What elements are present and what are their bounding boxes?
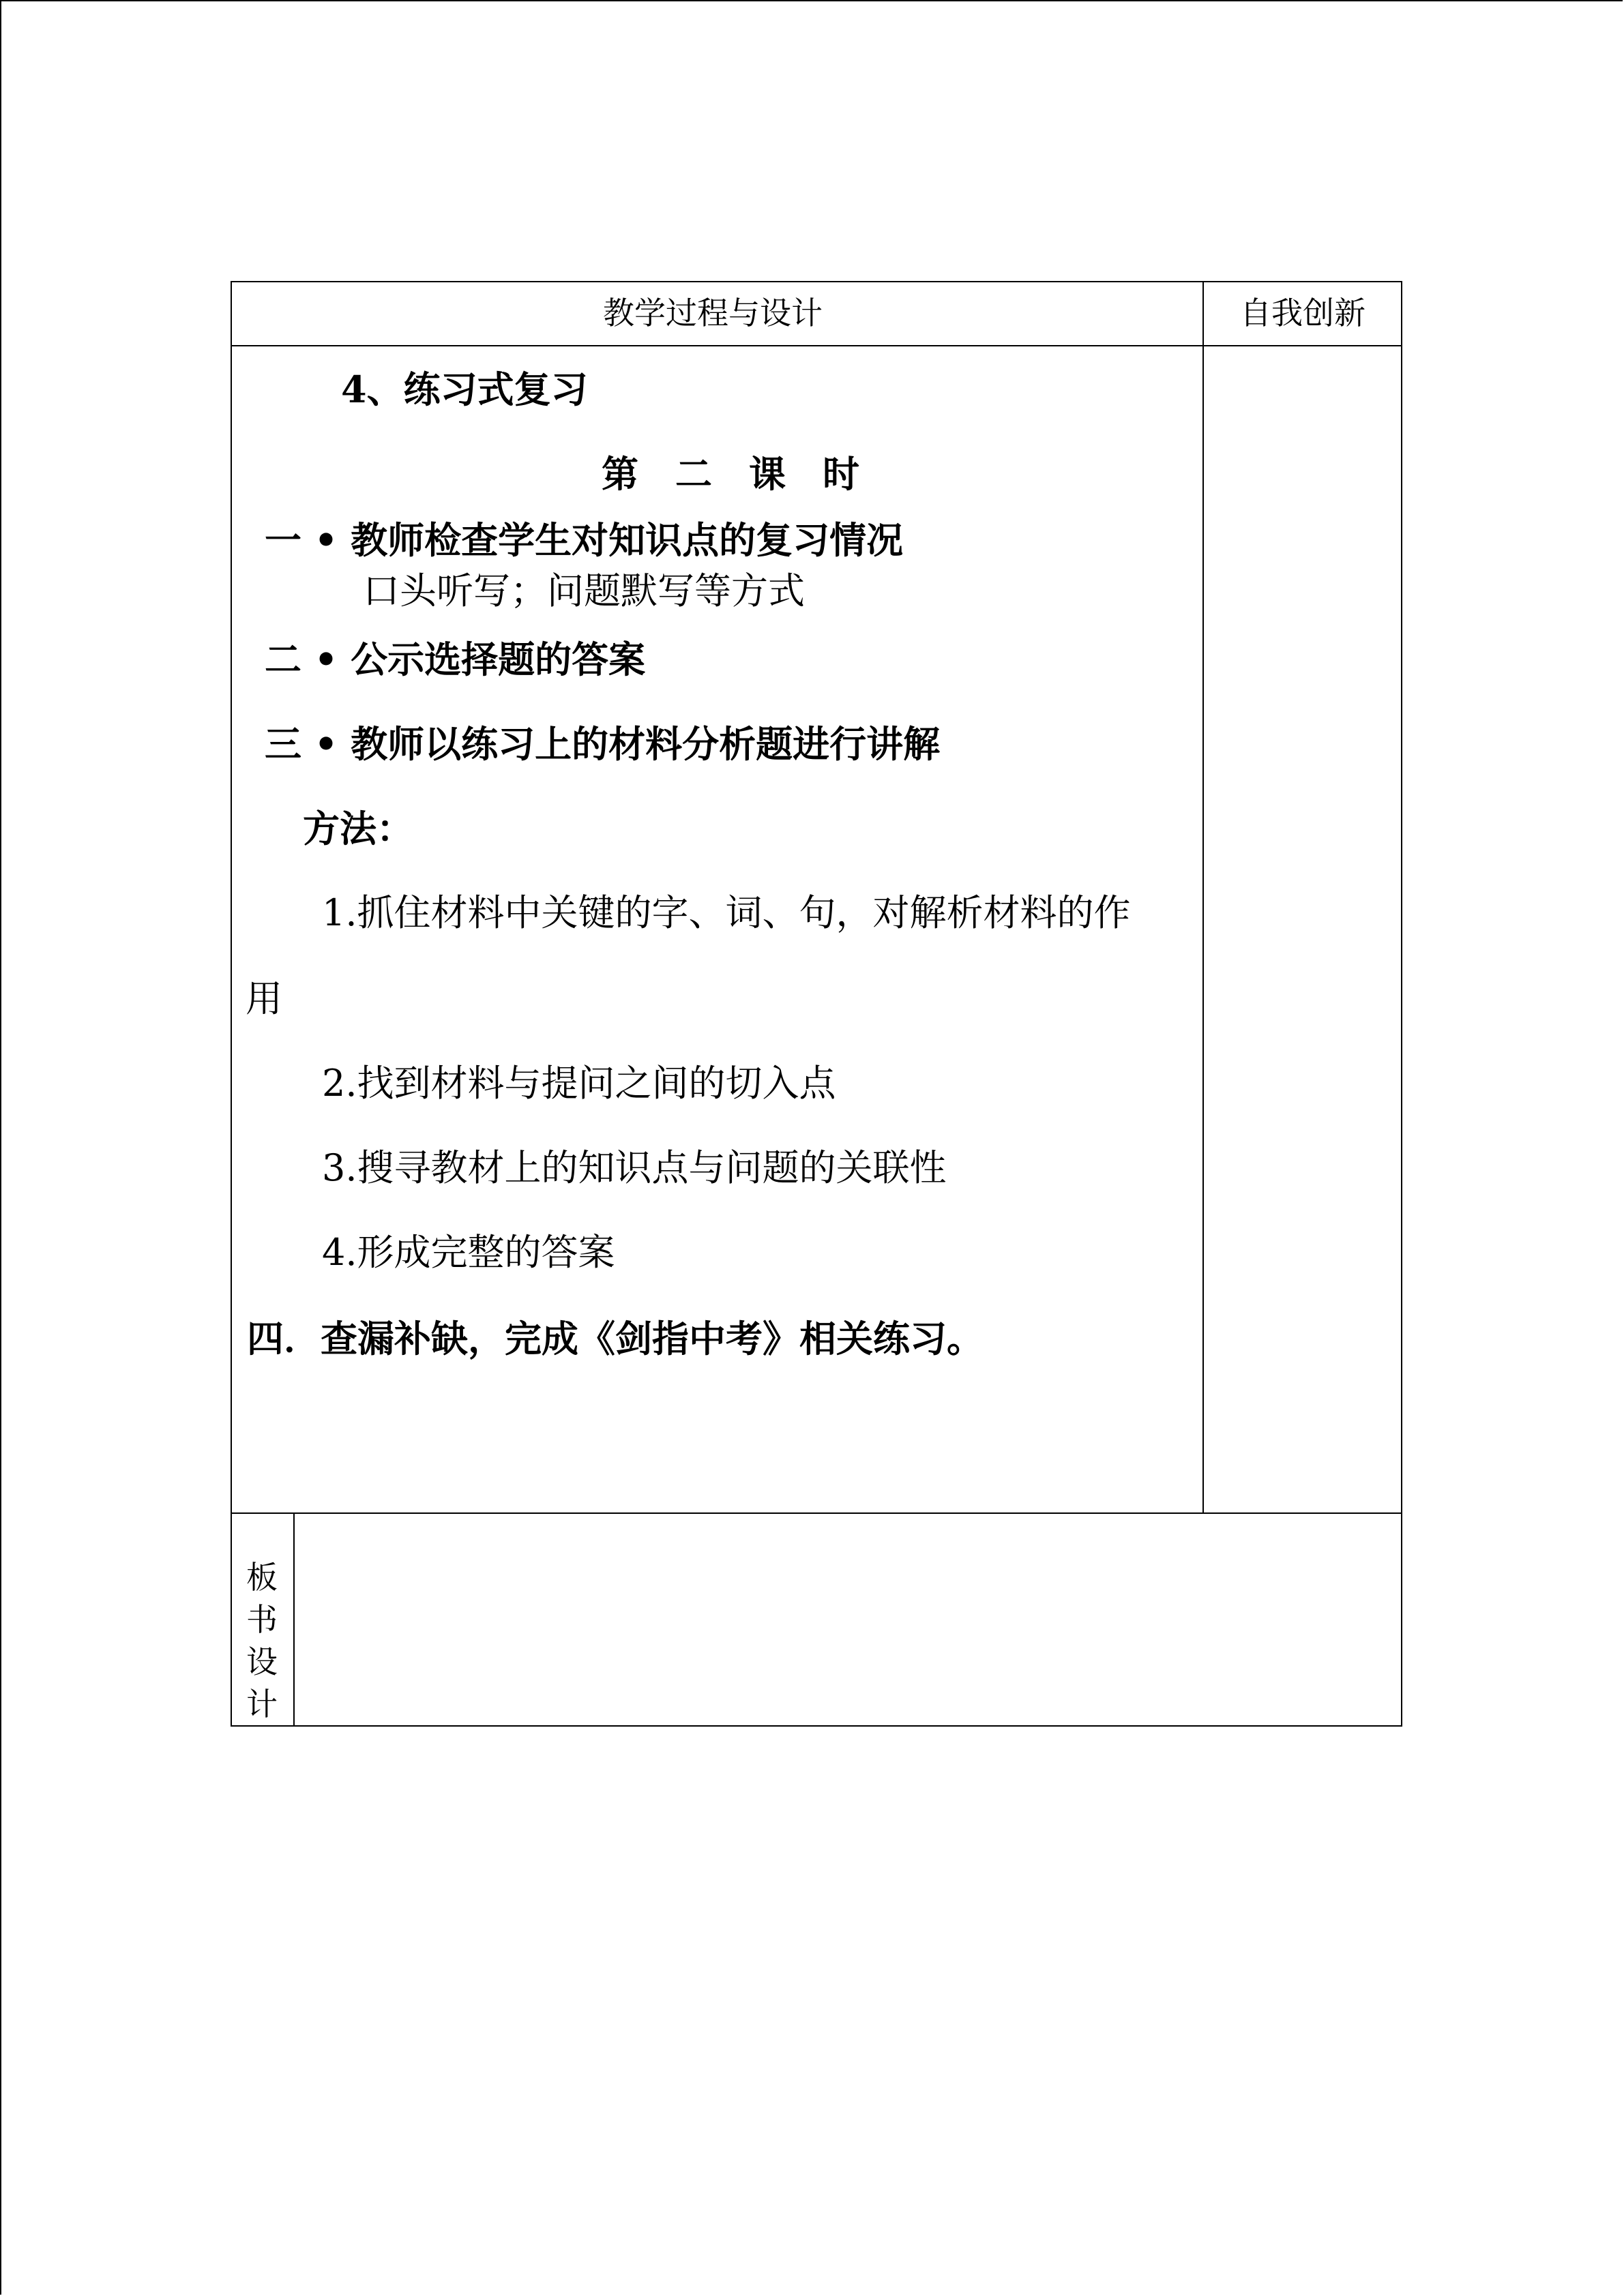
method1-line2: 用	[246, 977, 282, 1020]
board-label-char: 书	[246, 1601, 278, 1638]
method3: 3.搜寻教材上的知识点与问题的关联性	[322, 1146, 947, 1189]
board-design-label	[235, 1556, 289, 1725]
column-divider	[1202, 281, 1204, 1514]
method2: 2.找到材料与提问之间的切入点	[322, 1062, 836, 1105]
board-row-divider	[231, 1512, 1402, 1514]
item3-title: 三 • 教师以练习上的材料分析题进行讲解	[265, 722, 941, 766]
item2-title: 二 • 公示选择题的答案	[265, 638, 646, 681]
header-row-divider	[231, 345, 1402, 346]
method1-line1: 1.抓住材料中关键的字、词、句，对解析材料的作	[322, 891, 1131, 934]
method4: 4.形成完整的答案	[322, 1231, 615, 1274]
board-label-divider	[293, 1512, 295, 1727]
lesson-plan-table	[231, 281, 1402, 1727]
item1-title: 一 • 教师检查学生对知识点的复习情况	[265, 518, 904, 562]
heading-practice-review: 4、练习式复习	[341, 368, 588, 411]
board-label-char: 设	[246, 1643, 278, 1680]
lesson-title: 第 二 课 时	[602, 452, 859, 496]
item1-note: 口头听写；问题默写等方式	[363, 569, 805, 612]
method-label: 方法：	[303, 807, 413, 850]
header-process-design: 教学过程与设计	[603, 295, 823, 331]
board-label-char: 计	[246, 1686, 278, 1723]
board-label-char: 板	[246, 1559, 278, 1596]
item4-title: 四．查漏补缺，完成《剑指中考》相关练习。	[247, 1317, 984, 1360]
header-self-innovation: 自我创新	[1240, 295, 1365, 331]
